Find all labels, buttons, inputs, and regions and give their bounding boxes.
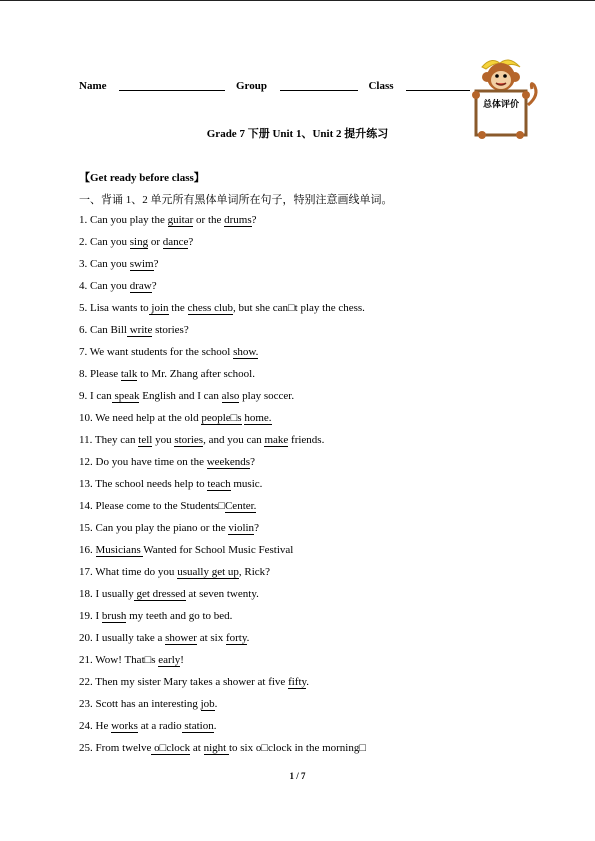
sentence-list bbox=[79, 213, 366, 763]
underlined-word: Center. bbox=[224, 500, 257, 512]
underlined-word: guitar bbox=[167, 214, 194, 226]
sentence-text: 16. bbox=[79, 544, 96, 556]
underlined-word: get dressed bbox=[133, 588, 186, 600]
top-rule bbox=[0, 0, 595, 1]
sentence-text: stories? bbox=[152, 324, 189, 336]
sentence-line bbox=[79, 675, 366, 697]
underlined-word: drums bbox=[224, 214, 252, 226]
name-field[interactable] bbox=[119, 80, 225, 91]
sentence-text: 13. The school needs help to bbox=[79, 478, 208, 490]
underlined-word: usually get up bbox=[177, 566, 239, 578]
sentence-text: 3. Can you bbox=[79, 258, 130, 270]
sentence-text: 14. Please come to the Students□ bbox=[79, 500, 225, 512]
sentence-line bbox=[79, 521, 366, 543]
sentence-line bbox=[79, 279, 366, 301]
sentence-text: 24. He bbox=[79, 720, 112, 732]
underlined-word: teach bbox=[207, 478, 231, 490]
sentence-text: music. bbox=[230, 478, 263, 490]
sentence-text: ? bbox=[153, 258, 159, 270]
sentence-text: 2. Can you bbox=[79, 236, 130, 248]
sentence-text: friends. bbox=[288, 434, 325, 446]
instruction-text: 一、背诵 1、2 单元所有黑体单词所在句子，特别注意画线单词。 bbox=[79, 194, 393, 206]
sentence-line bbox=[79, 565, 366, 587]
underlined-word: brush bbox=[101, 610, 127, 622]
sentence-text: 1. Can you play the bbox=[79, 214, 168, 226]
sentence-text: 23. Scott has an interesting bbox=[79, 698, 201, 710]
underlined-word: job bbox=[200, 698, 215, 710]
underlined-word: Musicians bbox=[95, 544, 144, 556]
page-number: 1 / 7 bbox=[289, 771, 306, 781]
sentence-line bbox=[79, 367, 366, 389]
underlined-word: join bbox=[148, 302, 169, 314]
name-label: Name bbox=[79, 80, 107, 92]
sentence-text: at six bbox=[196, 632, 226, 644]
sentence-line bbox=[79, 719, 366, 741]
sentence-text: 19. I bbox=[79, 610, 102, 622]
page-title: Grade 7 下册 Unit 1、Unit 2 提升练习 bbox=[206, 128, 389, 140]
sentence-text: at bbox=[190, 742, 204, 754]
sentence-line bbox=[79, 433, 366, 455]
sentence-text: Wanted for School Music Festival bbox=[143, 544, 294, 556]
sentence-line bbox=[79, 609, 366, 631]
sentence-text: . bbox=[213, 720, 217, 732]
sentence-line bbox=[79, 741, 366, 763]
underlined-word: o□clock bbox=[151, 742, 191, 754]
sentence-text: 17. What time do you bbox=[79, 566, 178, 578]
underlined-word: weekends bbox=[206, 456, 251, 468]
sentence-line bbox=[79, 411, 366, 433]
sentence-text: . bbox=[306, 676, 310, 688]
sentence-text: . bbox=[214, 698, 218, 710]
sentence-text: the bbox=[168, 302, 188, 314]
sentence-line bbox=[79, 631, 366, 653]
sentence-text: , but she can□t play the chess. bbox=[233, 302, 365, 314]
sentence-line bbox=[79, 257, 366, 279]
sentence-text: , Rick? bbox=[238, 566, 271, 578]
sentence-text: 25. From twelve bbox=[79, 742, 152, 754]
underlined-word: dance bbox=[162, 236, 189, 248]
sentence-text: 5. Lisa wants to bbox=[79, 302, 149, 314]
sentence-text: 21. Wow! That□s bbox=[79, 654, 159, 666]
sentence-line bbox=[79, 653, 366, 675]
underlined-word: make bbox=[264, 434, 289, 446]
class-field[interactable] bbox=[406, 80, 470, 91]
sentence-text: 12. Do you have time on the bbox=[79, 456, 207, 468]
sentence-line bbox=[79, 543, 366, 565]
underlined-word: station bbox=[181, 720, 214, 732]
underlined-word: write bbox=[126, 324, 153, 336]
sentence-text: you bbox=[152, 434, 175, 446]
underlined-word: sing bbox=[129, 236, 149, 248]
underlined-word: draw bbox=[129, 280, 152, 292]
sentence-text: at a radio bbox=[137, 720, 182, 732]
sentence-text: English and I can bbox=[139, 390, 222, 402]
sentence-text: 18. I usually bbox=[79, 588, 134, 600]
sentence-text: ? bbox=[151, 280, 157, 292]
section-heading: 【Get ready before class】 bbox=[79, 172, 205, 184]
sentence-text: play soccer. bbox=[239, 390, 295, 402]
sentence-text: 22. Then my sister Mary takes a shower at five bbox=[79, 676, 289, 688]
sentence-line bbox=[79, 455, 366, 477]
sentence-text: or the bbox=[193, 214, 225, 226]
sentence-line bbox=[79, 235, 366, 257]
underlined-word: works bbox=[111, 720, 138, 732]
sentence-text: ? bbox=[251, 214, 257, 226]
sentence-text: 4. Can you bbox=[79, 280, 130, 292]
sentence-text: ? bbox=[254, 522, 259, 534]
sentence-text: ! bbox=[180, 654, 184, 666]
sentence-line bbox=[79, 697, 366, 719]
class-label: Class bbox=[368, 80, 394, 92]
sentence-text: 11. They can bbox=[79, 434, 139, 446]
underlined-word: violin bbox=[228, 522, 255, 534]
underlined-word: night bbox=[203, 742, 229, 754]
sentence-text: 15. Can you play the piano or the bbox=[79, 522, 229, 534]
underlined-word: forty bbox=[225, 632, 247, 644]
sentence-text: at seven twenty. bbox=[185, 588, 259, 600]
sentence-line bbox=[79, 587, 366, 609]
underlined-word: people□s bbox=[201, 412, 242, 424]
svg-text:总体评价: 总体评价 bbox=[482, 100, 520, 110]
group-label: Group bbox=[236, 80, 267, 92]
sentence-text: or bbox=[148, 236, 163, 248]
sentence-text: 8. Please bbox=[79, 368, 121, 380]
sentence-line bbox=[79, 323, 366, 345]
sentence-text: 9. I can bbox=[79, 390, 112, 402]
sentence-text: to Mr. Zhang after school. bbox=[137, 368, 255, 380]
sentence-text: ? bbox=[250, 456, 255, 468]
underlined-word: show. bbox=[233, 346, 259, 358]
group-field[interactable] bbox=[280, 80, 358, 91]
sentence-text: to six o□clock in the morning□ bbox=[228, 742, 366, 754]
student-info-row bbox=[79, 80, 470, 92]
underlined-word: tell bbox=[138, 434, 153, 446]
underlined-word: chess club bbox=[187, 302, 234, 314]
underlined-word: also bbox=[221, 390, 240, 402]
sentence-text: 6. Can Bill bbox=[79, 324, 127, 336]
underlined-word: shower bbox=[165, 632, 197, 644]
sentence-line bbox=[79, 477, 366, 499]
underlined-word: stories bbox=[174, 434, 204, 446]
underlined-word: home. bbox=[244, 412, 272, 424]
sentence-text: . bbox=[246, 632, 250, 644]
underlined-word: talk bbox=[120, 368, 138, 380]
sentence-text: 7. We want students for the school bbox=[79, 346, 234, 358]
underlined-word: swim bbox=[129, 258, 154, 270]
sentence-text: 10. We need help at the old bbox=[79, 412, 202, 424]
underlined-word: early bbox=[158, 654, 181, 666]
sentence-line bbox=[79, 499, 366, 521]
sentence-line bbox=[79, 389, 366, 411]
sentence-text: , and you can bbox=[203, 434, 265, 446]
sentence-text: my teeth and go to bed. bbox=[126, 610, 233, 622]
sentence-line bbox=[79, 345, 366, 367]
underlined-word: speak bbox=[111, 390, 140, 402]
sentence-text: 20. I usually take a bbox=[79, 632, 166, 644]
sentence-line bbox=[79, 301, 366, 323]
sentence-text: ? bbox=[188, 236, 194, 248]
underlined-word: fifty bbox=[288, 676, 307, 688]
sentence-line bbox=[79, 213, 366, 235]
